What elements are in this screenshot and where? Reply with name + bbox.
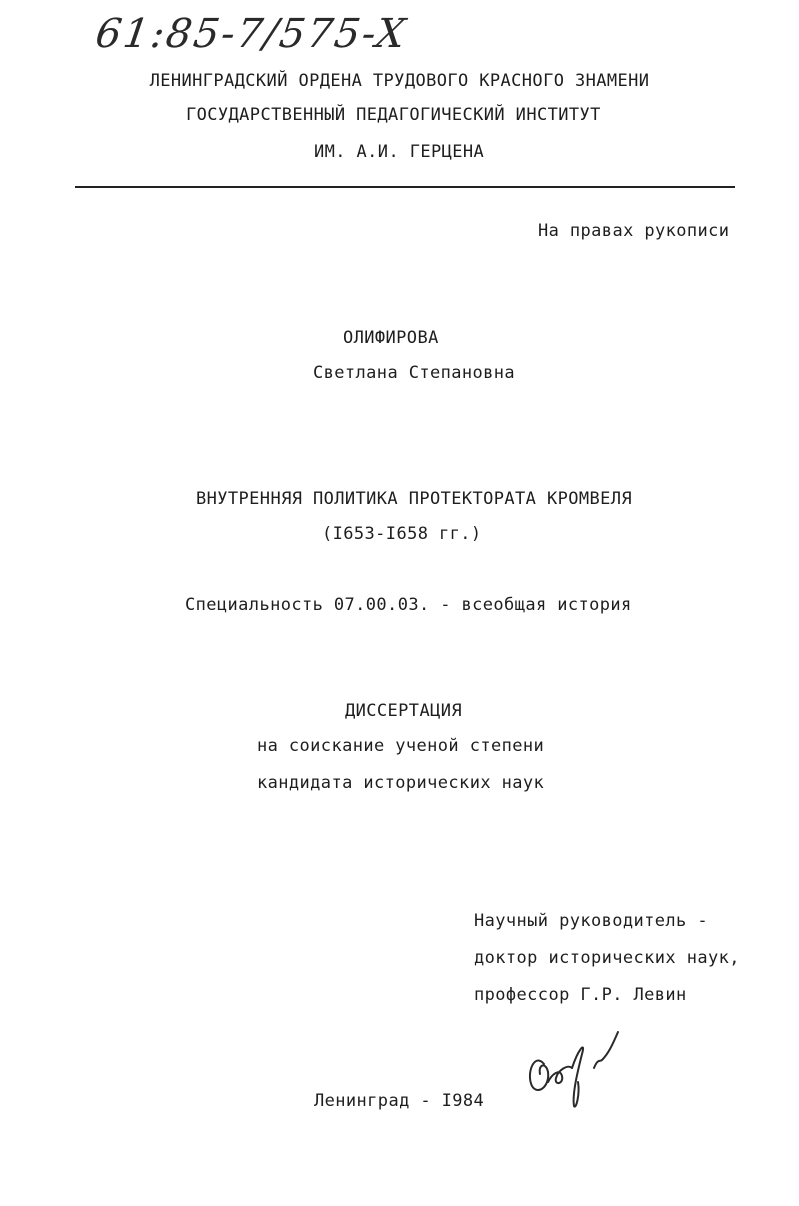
author-given-names: Светлана Степановна <box>313 363 516 383</box>
rights-note: На правах рукописи <box>538 221 730 241</box>
degree-line-1: на соискание ученой степени <box>257 736 545 756</box>
header-divider <box>75 186 735 188</box>
supervisor-line-3: профессор Г.Р. Левин <box>474 985 687 1005</box>
dissertation-title: ВНУТРЕННЯЯ ПОЛИТИКА ПРОТЕКТОРАТА КРОМВЕЛЯ <box>196 489 633 509</box>
place-and-year: Ленинград - I984 <box>314 1091 485 1111</box>
institution-line-2: ГОСУДАРСТВЕННЫЙ ПЕДАГОГИЧЕСКИЙ ИНСТИТУТ <box>186 105 601 125</box>
degree-line-2: кандидата исторических наук <box>257 773 545 793</box>
specialty: Специальность 07.00.03. - всеобщая история <box>185 595 632 615</box>
degree-type: ДИССЕРТАЦИЯ <box>345 701 462 721</box>
author-surname: ОЛИФИРОВА <box>343 328 439 348</box>
supervisor-line-1: Научный руководитель - <box>474 911 708 931</box>
handwritten-signature <box>522 1024 642 1114</box>
institution-line-1: ЛЕНИНГРАДСКИЙ ОРДЕНА ТРУДОВОГО КРАСНОГО ЗНАМЕНИ <box>149 71 650 91</box>
supervisor-line-2: доктор исторических наук, <box>474 948 740 968</box>
handwritten-archive-code: 61:85-7/575-X <box>92 11 410 57</box>
dissertation-years: (I653-I658 гг.) <box>322 524 482 544</box>
institution-line-3: ИМ. А.И. ГЕРЦЕНА <box>314 142 485 162</box>
